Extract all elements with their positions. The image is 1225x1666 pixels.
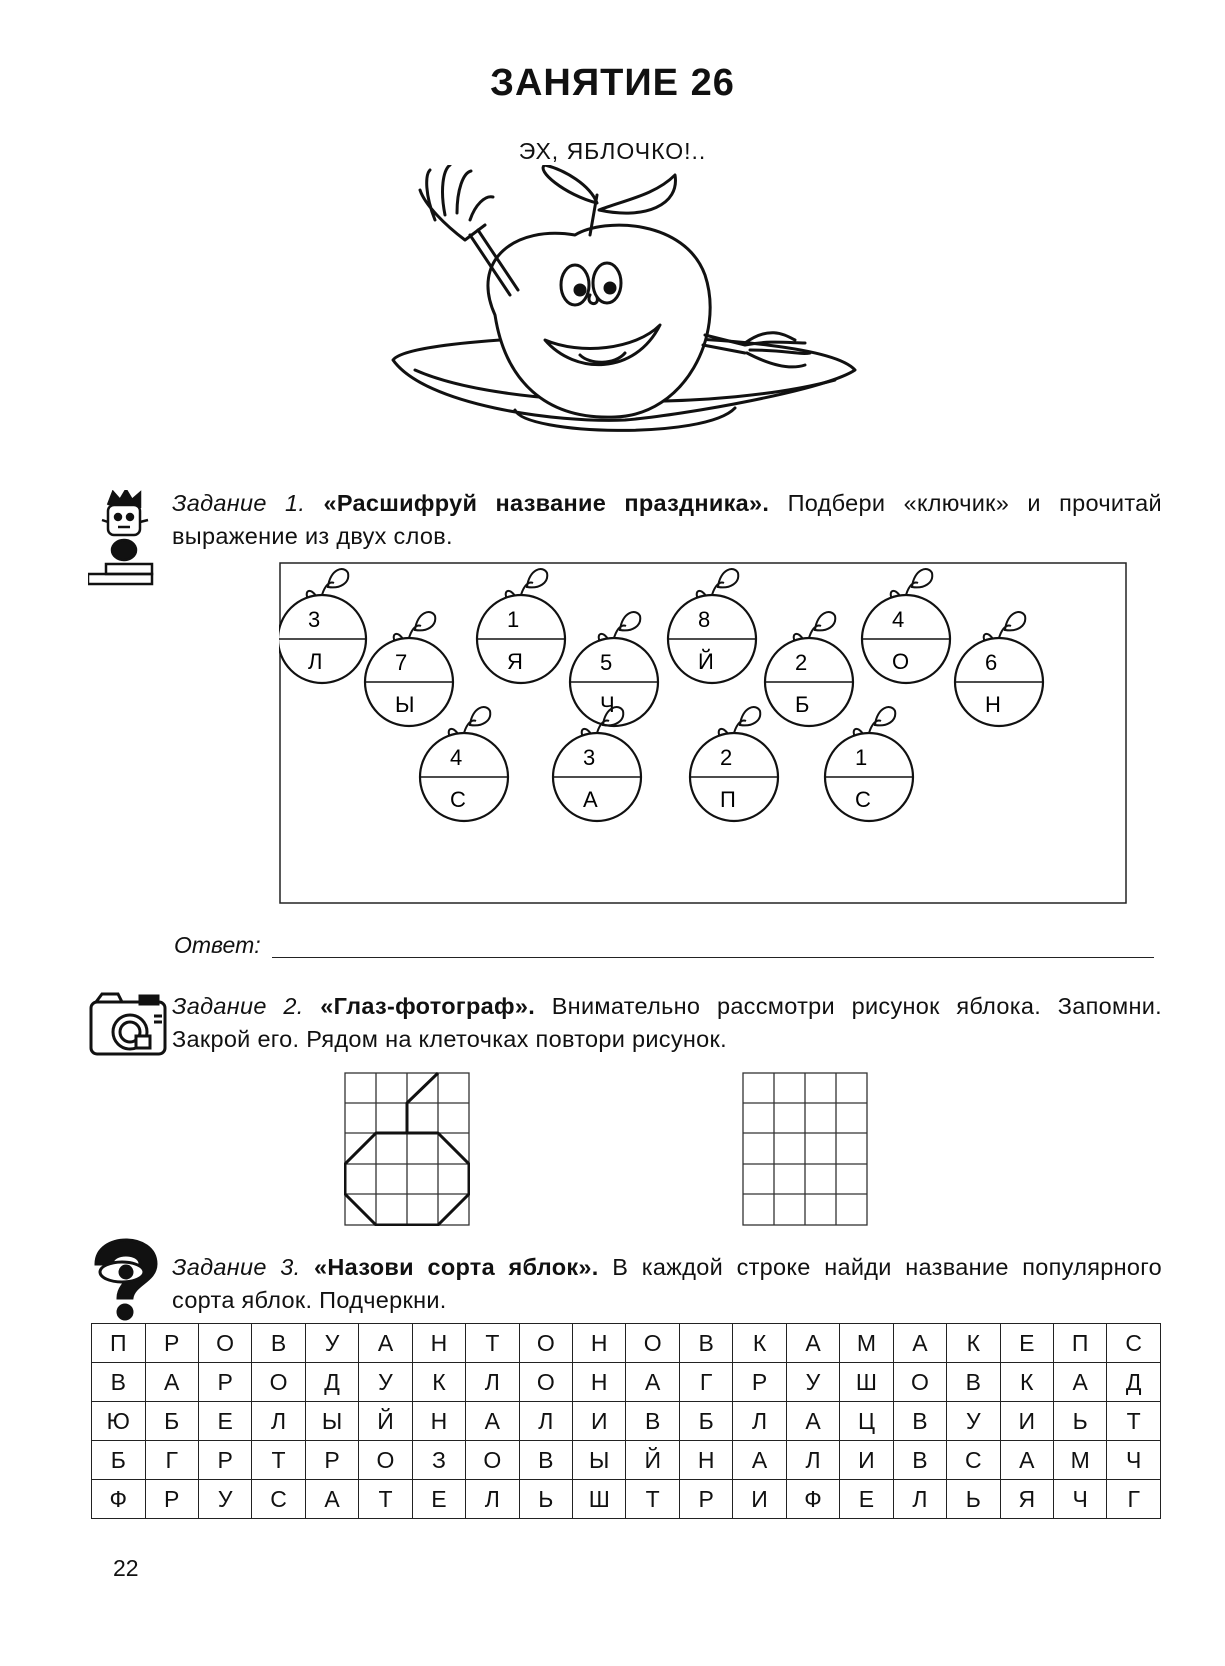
grid-cell[interactable]: Б [145, 1402, 198, 1441]
letter-grid [91, 1323, 1161, 1519]
grid-row [92, 1363, 1161, 1402]
lesson-title: ЗАНЯТИЕ 26 [490, 62, 735, 104]
grid-cell[interactable]: А [786, 1402, 839, 1441]
grid-cell[interactable]: Р [145, 1324, 198, 1363]
grid-row [92, 1402, 1161, 1441]
drawing-grid[interactable] [742, 1072, 868, 1226]
apple-letter: С [450, 787, 466, 812]
grid-cell[interactable]: А [733, 1441, 786, 1480]
grid-cell[interactable]: О [519, 1324, 572, 1363]
apple-letter: Л [308, 649, 323, 674]
grid-cell[interactable]: Е [198, 1402, 251, 1441]
grid-cell[interactable]: В [519, 1441, 572, 1480]
grid-cell[interactable]: Е [1000, 1324, 1053, 1363]
grid-cell[interactable]: Н [679, 1441, 732, 1480]
grid-cell[interactable]: О [198, 1324, 251, 1363]
grid-cell[interactable]: С [252, 1480, 305, 1519]
grid-cell[interactable]: Г [145, 1441, 198, 1480]
grid-cell[interactable]: Т [466, 1324, 519, 1363]
grid-cell[interactable]: И [573, 1402, 626, 1441]
grid-cell[interactable]: Я [1000, 1480, 1053, 1519]
lesson-subtitle: ЭХ, ЯБЛОЧКО!.. [518, 138, 707, 164]
apple-cipher [420, 707, 508, 821]
grid-cell[interactable]: Д [305, 1363, 358, 1402]
grid-row [92, 1480, 1161, 1519]
task2-name: «Глаз-фотограф». [320, 993, 536, 1019]
grid-cell[interactable]: Г [679, 1363, 732, 1402]
grid-cell[interactable]: А [466, 1402, 519, 1441]
task3-label: Задание 3. [172, 1254, 301, 1280]
apple-letter: Б [795, 692, 810, 717]
thinking-boy-icon [88, 490, 158, 590]
grid-cell[interactable]: А [1053, 1363, 1106, 1402]
grid-cell[interactable]: С [947, 1441, 1000, 1480]
grid-cell[interactable]: Б [679, 1402, 732, 1441]
grid-cell[interactable]: В [92, 1363, 146, 1402]
grid-cell[interactable]: Л [252, 1402, 305, 1441]
camera-icon [88, 990, 170, 1060]
grid-cell[interactable]: А [893, 1324, 946, 1363]
grid-cell[interactable]: Р [145, 1480, 198, 1519]
grid-cell[interactable]: О [626, 1324, 679, 1363]
grid-cell[interactable]: Й [626, 1441, 679, 1480]
apple-cipher [279, 569, 366, 683]
grid-cell[interactable]: М [1053, 1441, 1106, 1480]
grid-cell[interactable]: Р [198, 1363, 251, 1402]
grid-cell[interactable]: Ш [840, 1363, 893, 1402]
grid-cell[interactable]: Л [733, 1402, 786, 1441]
grid-cell[interactable]: И [840, 1441, 893, 1480]
task2-text [172, 990, 1162, 1056]
task1-instruction: Подбери «ключик» и прочитай выражение из двух слов. [172, 490, 1162, 549]
apple-cipher [477, 569, 565, 683]
grid-cell[interactable]: Т [1107, 1402, 1161, 1441]
grid-cell[interactable]: У [305, 1324, 358, 1363]
grid-cell[interactable]: Ы [573, 1441, 626, 1480]
grid-cell[interactable]: К [1000, 1363, 1053, 1402]
question-eye-icon [88, 1236, 164, 1322]
grid-cell[interactable]: Ь [519, 1480, 572, 1519]
apple-letter: Ы [395, 692, 415, 717]
grid-cell[interactable]: Н [412, 1324, 465, 1363]
grid-cell[interactable]: Ь [947, 1480, 1000, 1519]
grid-cell[interactable]: О [893, 1363, 946, 1402]
grid-cell[interactable]: И [1000, 1402, 1053, 1441]
grid-cell[interactable]: Г [1107, 1480, 1161, 1519]
sample-apple-grid [344, 1072, 470, 1226]
grid-cell[interactable]: Ц [840, 1402, 893, 1441]
apple-letter: О [892, 649, 910, 674]
grid-cell[interactable]: Н [573, 1324, 626, 1363]
task1-text [172, 487, 1162, 553]
grid-cell[interactable]: Ч [1053, 1480, 1106, 1519]
grid-cell[interactable]: Н [412, 1402, 465, 1441]
apple-number: 3 [583, 745, 596, 770]
grid-cell[interactable]: Т [252, 1441, 305, 1480]
apple-cipher [668, 569, 756, 683]
grid-cell[interactable]: В [252, 1324, 305, 1363]
apple-number: 4 [892, 607, 905, 632]
grid-cell[interactable]: Т [626, 1480, 679, 1519]
apple-letter: Я [507, 649, 523, 674]
apple-letter: Ч [600, 692, 615, 717]
grid-row [92, 1324, 1161, 1363]
grid-cell[interactable]: У [359, 1363, 412, 1402]
grid-cell[interactable]: Л [466, 1480, 519, 1519]
page-number: 22 [113, 1555, 139, 1581]
task3-name: «Назови сорта яблок». [314, 1254, 599, 1280]
grid-cell[interactable]: А [626, 1363, 679, 1402]
grid-cell[interactable]: Л [893, 1480, 946, 1519]
task1-name: «Расшифруй название праздника». [323, 490, 770, 516]
grid-cell[interactable]: В [893, 1402, 946, 1441]
grid-cell[interactable]: И [733, 1480, 786, 1519]
grid-cell[interactable]: В [893, 1441, 946, 1480]
grid-cell[interactable]: П [92, 1324, 146, 1363]
apple-cipher [825, 707, 913, 821]
apple-letter: Й [698, 649, 714, 674]
apple-cipher [570, 612, 658, 726]
grid-cell[interactable]: О [252, 1363, 305, 1402]
apple-number: 2 [795, 650, 808, 675]
grid-cell[interactable]: Ь [1053, 1402, 1106, 1441]
grid-cell[interactable]: О [359, 1441, 412, 1480]
grid-cell[interactable]: Л [519, 1402, 572, 1441]
grid-cell[interactable]: Р [679, 1480, 732, 1519]
apple-number: 8 [698, 607, 711, 632]
grid-cell[interactable]: А [1000, 1441, 1053, 1480]
grid-cell[interactable]: Ф [786, 1480, 839, 1519]
apple-number: 7 [395, 650, 408, 675]
grid-cell[interactable]: Ч [1107, 1441, 1161, 1480]
grid-cell[interactable]: Е [412, 1480, 465, 1519]
apple-number: 4 [450, 745, 463, 770]
task3-instruction: В каждой строке найди название популярного сорта яблок. Подчеркни. [172, 1254, 1162, 1313]
task1-label: Задание 1. [172, 490, 306, 516]
grid-cell[interactable]: Й [359, 1402, 412, 1441]
grid-cell[interactable]: У [786, 1363, 839, 1402]
apple-letter: Н [985, 692, 1001, 717]
grid-cell[interactable]: Л [466, 1363, 519, 1402]
grid-cell[interactable]: К [947, 1324, 1000, 1363]
apple-cipher [862, 569, 950, 683]
grid-cell[interactable]: А [145, 1363, 198, 1402]
grid-cell[interactable]: А [305, 1480, 358, 1519]
apple-number: 1 [507, 607, 520, 632]
grid-cell[interactable]: Н [573, 1363, 626, 1402]
grid-cell[interactable]: У [198, 1480, 251, 1519]
grid-cell[interactable]: Ф [92, 1480, 146, 1519]
grid-cell[interactable]: А [786, 1324, 839, 1363]
grid-cell[interactable]: Д [1107, 1363, 1161, 1402]
grid-cell[interactable]: М [840, 1324, 893, 1363]
grid-cell[interactable]: К [412, 1363, 465, 1402]
answer-input-line[interactable] [272, 957, 1154, 958]
task2-instruction: Внимательно рассмотри рисунок яблока. Запомни. Закрой его. Рядом на клеточках повтори рисунок. [172, 993, 1162, 1052]
apple-letter: П [720, 787, 736, 812]
grid-cell[interactable]: О [466, 1441, 519, 1480]
grid-cell[interactable]: В [679, 1324, 732, 1363]
apple-character-icon [385, 165, 865, 465]
grid-cell[interactable]: Ы [305, 1402, 358, 1441]
apple-cipher [690, 707, 778, 821]
grid-cell[interactable]: П [1053, 1324, 1106, 1363]
grid-cell[interactable]: Б [92, 1441, 146, 1480]
grid-cell[interactable]: А [359, 1324, 412, 1363]
grid-cell[interactable]: В [947, 1363, 1000, 1402]
apple-number: 5 [600, 650, 613, 675]
grid-cell[interactable]: К [733, 1324, 786, 1363]
apple-number: 6 [985, 650, 998, 675]
task2-label: Задание 2. [172, 993, 304, 1019]
apple-number: 2 [720, 745, 733, 770]
apple-cipher-box [279, 562, 1127, 904]
task3-text [172, 1251, 1162, 1317]
apple-letter: А [583, 787, 598, 812]
apple-letter: С [855, 787, 871, 812]
grid-cell[interactable]: О [519, 1363, 572, 1402]
grid-cell[interactable]: В [626, 1402, 679, 1441]
grid-cell[interactable]: Л [786, 1441, 839, 1480]
grid-cell[interactable]: Ю [92, 1402, 146, 1441]
apple-cipher [365, 612, 453, 726]
apple-cipher [765, 612, 853, 726]
grid-cell[interactable]: Р [305, 1441, 358, 1480]
apple-cipher [955, 612, 1043, 726]
apple-number: 3 [308, 607, 321, 632]
grid-cell[interactable]: Р [733, 1363, 786, 1402]
grid-cell[interactable]: С [1107, 1324, 1161, 1363]
grid-cell[interactable]: Р [198, 1441, 251, 1480]
grid-row [92, 1441, 1161, 1480]
grid-cell[interactable]: З [412, 1441, 465, 1480]
grid-cell[interactable]: У [947, 1402, 1000, 1441]
grid-cell[interactable]: Е [840, 1480, 893, 1519]
answer-label: Ответ: [174, 932, 261, 958]
apple-number: 1 [855, 745, 868, 770]
grid-cell[interactable]: Ш [573, 1480, 626, 1519]
grid-cell[interactable]: Т [359, 1480, 412, 1519]
